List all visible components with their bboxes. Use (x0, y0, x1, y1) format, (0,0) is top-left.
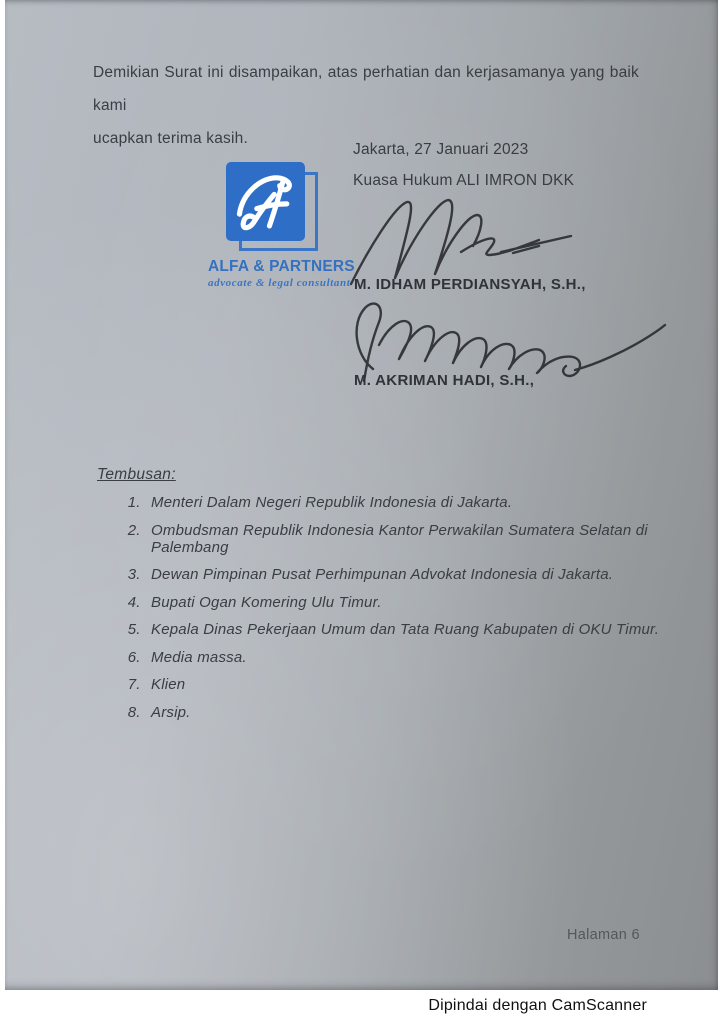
scanner-note: Dipindai dengan CamScanner (428, 997, 647, 1014)
tembusan-list (121, 494, 677, 721)
tembusan-item: 6. Media massa. (145, 649, 677, 666)
alfa-partners-logo (208, 162, 355, 289)
signature-block (353, 141, 683, 190)
camscanner-footer (0, 990, 724, 1024)
tembusan-item: 7. Klien (145, 676, 677, 693)
dateline: Jakarta, 27 Januari 2023 (353, 141, 529, 158)
signer2-name: M. AKRIMAN HADI, S.H., (354, 372, 535, 389)
tembusan-item: 8. Arsip. (145, 704, 677, 721)
firm-name: ALFA & PARTNERS (208, 258, 355, 275)
signature-idham (343, 194, 593, 289)
tembusan-item: 4. Bupati Ogan Komering Ulu Timur. (145, 594, 677, 611)
scanned-paper (5, 0, 718, 990)
page-number: Halaman 6 (567, 927, 640, 943)
tembusan-section (97, 466, 677, 731)
firm-tagline: advocate & legal consultant (208, 277, 351, 289)
logo-monogram-icon (226, 162, 305, 241)
signer1-name: M. IDHAM PERDIANSYAH, S.H., (354, 276, 586, 293)
signature-akriman (335, 297, 695, 382)
logo-mark (226, 162, 341, 254)
closing-line-2: ucapkan terima kasih. (93, 130, 248, 147)
signatory-role: Kuasa Hukum ALI IMRON DKK (353, 172, 575, 189)
tembusan-item: 5. Kepala Dinas Pekerjaan Umum dan Tata Ruang Kabupaten di OKU Timur. (145, 621, 677, 638)
closing-line-1: Demikian Surat ini disampaikan, atas perhatian dan kerjasamanya yang baik kami (93, 64, 639, 114)
tembusan-heading: Tembusan: (97, 466, 176, 483)
tembusan-item: 1. Menteri Dalam Negeri Republik Indonesia di Jakarta. (145, 494, 677, 511)
tembusan-item: 3. Dewan Pimpinan Pusat Perhimpunan Advokat Indonesia di Jakarta. (145, 566, 677, 583)
tembusan-item: 2. Ombudsman Republik Indonesia Kantor Perwakilan Sumatera Selatan di Palembang (145, 522, 677, 556)
